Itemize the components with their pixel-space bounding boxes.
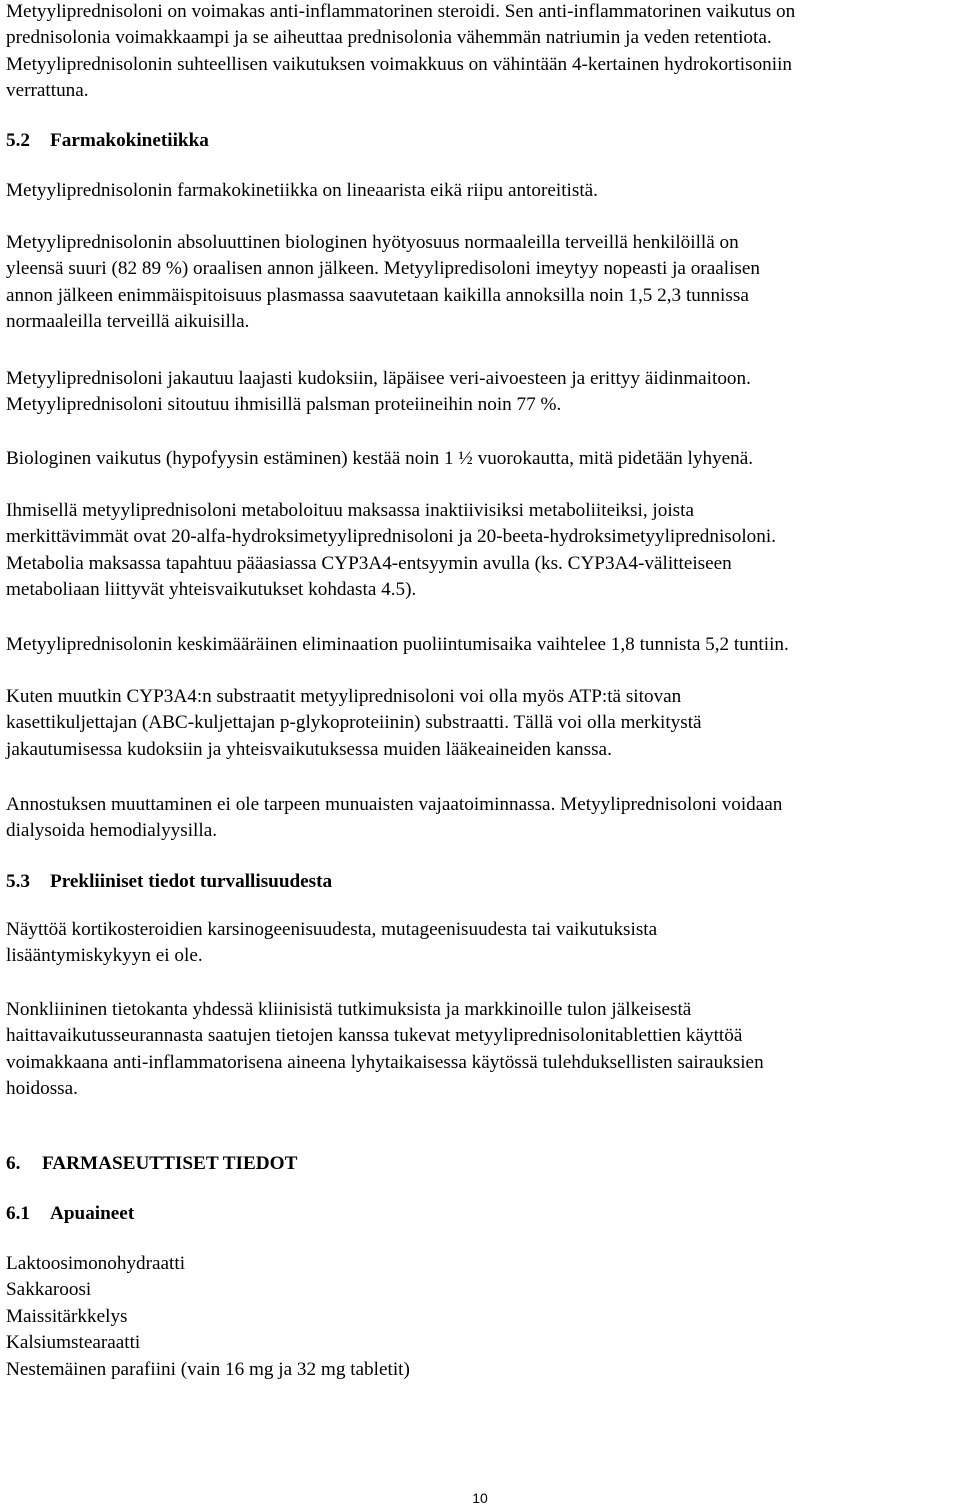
text-line: Annostuksen muuttaminen ei ole tarpeen munuaisten vajaatoiminnassa. Metyyliprednisoloni voidaan — [6, 794, 783, 815]
text-line: Metyyliprednisoloni on voimakas anti-inflammatorinen steroidi. Sen anti-inflammatorinen vaikutus on — [6, 1, 796, 22]
text-line: prednisolonia voimakkaampi ja se aiheuttaa prednisolonia vähemmän natriumin ja veden retentiota. — [6, 27, 772, 49]
text-line: jakautumisessa kudoksiin ja yhteisvaikutuksessa muiden lääkeaineiden kanssa. — [6, 738, 612, 760]
text-line: merkittävimmät ovat 20-alfa-hydroksimetyyliprednisoloni ja 20-beeta-hydroksimetyyliprednisoloni. — [6, 526, 776, 548]
section-number: 6. — [6, 1153, 21, 1174]
paragraph — [6, 792, 956, 845]
section-heading-6-1 — [6, 1201, 956, 1227]
paragraph — [6, 632, 956, 658]
text-line: verrattuna. — [6, 80, 89, 102]
text-line: Biologinen vaikutus (hypofyysin estäminen) kestää noin 1 ½ vuorokautta, mitä pidetään lyhyenä. — [6, 448, 754, 469]
page-number: 10 — [472, 1490, 488, 1506]
text-line: annon jälkeen enimmäispitoisuus plasmassa saavutetaan kaikilla annoksilla noin 1,5 2,3 tunnissa — [6, 284, 749, 306]
paragraph — [6, 366, 956, 419]
paragraph — [6, 230, 956, 336]
paragraph — [6, 684, 956, 763]
intro-paragraph — [6, 0, 956, 105]
text-line: kasettikuljettajan (ABC-kuljettajan p-glykoproteiinin) substraatti. Tällä voi olla merkitystä — [6, 712, 702, 734]
text-line: metaboliaan liittyvät yhteisvaikutukset kohdasta 4.5). — [6, 579, 417, 601]
list-item: Maissitärkkelys — [6, 1305, 128, 1327]
text-line: Metyyliprednisolonin farmakokinetiikka on lineaarista eikä riipu antoreitistä. — [6, 180, 598, 201]
list-item: Kalsiumstearaatti — [6, 1332, 141, 1354]
section-heading-5-2 — [6, 128, 956, 154]
paragraph — [6, 178, 956, 204]
text-line: Metabolia maksassa tapahtuu pääasiassa CYP3A4-entsyymin avulla (ks. CYP3A4-välitteiseen — [6, 552, 732, 574]
text-line: Metyyliprednisolonin keskimääräinen eliminaation puoliintumisaika vaihtelee 1,8 tunnista 5,2 tuntiin. — [6, 634, 789, 655]
text-line: hoidossa. — [6, 1078, 78, 1100]
list-item: Sakkaroosi — [6, 1279, 92, 1301]
text-line: Ihmisellä metyyliprednisoloni metaboloituu maksassa inaktiivisiksi metaboliiteiksi, joista — [6, 500, 694, 521]
excipient-list — [6, 1251, 956, 1383]
paragraph — [6, 997, 956, 1103]
text-line: lisääntymiskykyyn ei ole. — [6, 945, 203, 967]
section-heading-6 — [6, 1151, 956, 1177]
text-line: Metyyliprednisolonin absoluuttinen biologinen hyötyosuus normaaleilla terveillä henkilöillä on — [6, 232, 739, 253]
text-line: haittavaikutusseurannasta saatujen tietojen kanssa tukevat metyyliprednisolonitablettien käyttöä — [6, 1025, 743, 1047]
paragraph — [6, 446, 956, 472]
section-title: Prekliiniset tiedot turvallisuudesta — [50, 871, 333, 892]
section-number: 5.3 — [6, 871, 30, 892]
text-line: Näyttöä kortikosteroidien karsinogeenisuudesta, mutageenisuudesta tai vaikutuksista — [6, 919, 658, 940]
section-number: 5.2 — [6, 130, 30, 151]
paragraph — [6, 917, 956, 970]
text-line: Metyyliprednisoloni jakautuu laajasti kudoksiin, läpäisee veri-aivoesteen ja erittyy äidinmaitoon. — [6, 368, 751, 389]
section-title: FARMASEUTTISET TIEDOT — [42, 1153, 298, 1174]
text-line: normaaleilla terveillä aikuisilla. — [6, 311, 250, 333]
section-title: Apuaineet — [50, 1203, 135, 1224]
text-line: Nonkliininen tietokanta yhdessä kliinisistä tutkimuksista ja markkinoille tulon jälkeisestä — [6, 999, 692, 1020]
text-line: voimakkaana anti-inflammatorisena aineena lyhytaikaisessa käytössä tulehduksellisten sairauksien — [6, 1051, 764, 1073]
text-line: Metyyliprednisoloni sitoutuu ihmisillä palsman proteiineihin noin 77 %. — [6, 394, 562, 416]
paragraph — [6, 498, 956, 604]
section-title: Farmakokinetiikka — [50, 130, 209, 151]
text-line: Kuten muutkin CYP3A4:n substraatit metyyliprednisoloni voi olla myös ATP:tä sitovan — [6, 686, 682, 707]
list-item: Nestemäinen parafiini (vain 16 mg ja 32 mg tabletit) — [6, 1358, 410, 1380]
text-line: dialysoida hemodialyysilla. — [6, 820, 218, 842]
list-item: Laktoosimonohydraatti — [6, 1253, 186, 1274]
text-line: yleensä suuri (82 89 %) oraalisen annon jälkeen. Metyylipredisoloni imeytyy nopeasti ja oraalisen — [6, 258, 760, 280]
text-line: Metyyliprednisolonin suhteellisen vaikutuksen voimakkuus on vähintään 4-kertainen hydrokortisoniin — [6, 53, 793, 75]
section-number: 6.1 — [6, 1203, 30, 1224]
section-heading-5-3 — [6, 869, 956, 895]
